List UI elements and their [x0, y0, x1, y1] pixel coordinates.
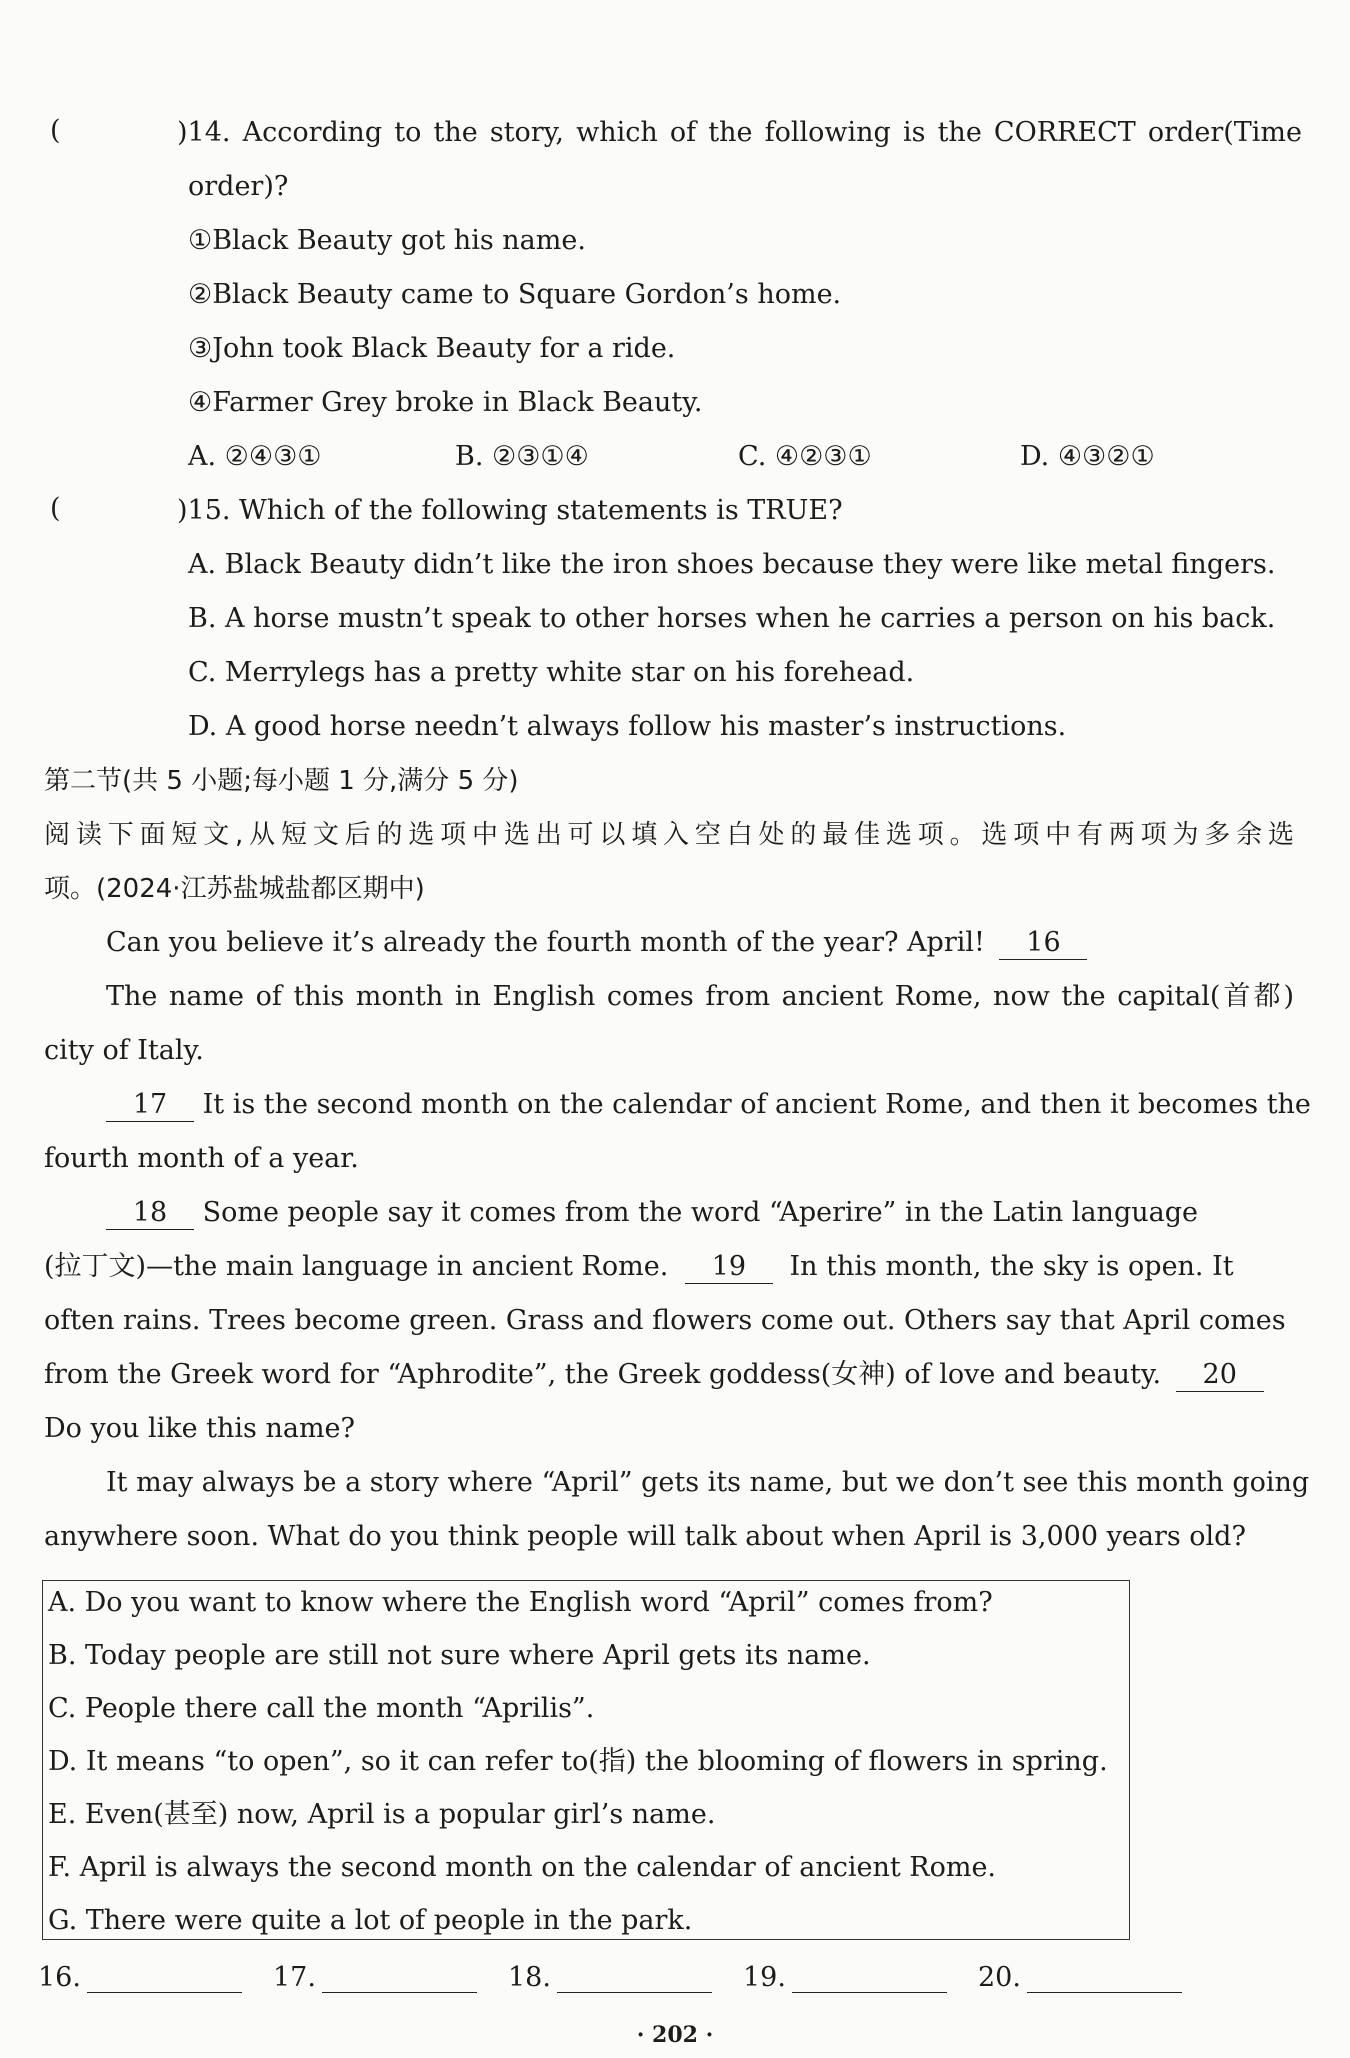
q14-stem: )14. According to the story, which of the following is the CORRECT order(Time [177, 117, 1302, 148]
answer-16[interactable]: 16. [38, 1962, 242, 1993]
passage-paragraph-2: The name of this month in English comes from ancient Rome, now the capital(首都) [106, 981, 1294, 1012]
q14-choice-c: C. ④②③① [738, 441, 872, 472]
passage-paragraph-3: 17 It is the second month on the calendar of ancient Rome, and then it becomes the [106, 1087, 1294, 1123]
q15-choice-c: C. Merrylegs has a pretty white star on his forehead. [188, 657, 915, 688]
section-heading: 第二节(共 5 小题;每小题 1 分,满分 5 分) [44, 766, 519, 796]
q14-stem-cont: order)? [188, 171, 289, 202]
q15-answer-paren: ( [50, 493, 61, 524]
blank-18: 18 [106, 1197, 194, 1230]
q14-choice-d: D. ④③②① [1020, 441, 1155, 472]
q15-choice-a: A. Black Beauty didn’t like the iron shoes because they were like metal fingers. [188, 549, 1276, 580]
passage-paragraph-4-cont: Do you like this name? [44, 1413, 356, 1444]
answer-19[interactable]: 19. [743, 1962, 947, 1993]
section-instruction: 阅读下面短文,从短文后的选项中选出可以填入空白处的最佳选项。选项中有两项为多余选 [44, 820, 1294, 850]
option-c: C. People there call the month “Aprilis”. [48, 1693, 595, 1724]
option-g: G. There were quite a lot of people in the park. [48, 1905, 693, 1936]
passage-paragraph-1: Can you believe it’s already the fourth month of the year? April! 16 [106, 925, 1087, 961]
passage-paragraph-3-cont: fourth month of a year. [44, 1143, 359, 1174]
passage-paragraph-4-cont: often rains. Trees become green. Grass and flowers come out. Others say that April comes [44, 1305, 1286, 1336]
q14-item: ①Black Beauty got his name. [188, 225, 586, 256]
passage-paragraph-4-cont: (拉丁文)—the main language in ancient Rome. 19 In this month, the sky is open. It [44, 1251, 1234, 1282]
passage-paragraph-5-cont: anywhere soon. What do you think people will talk about when April is 3,000 years old? [44, 1521, 1246, 1552]
options-box [42, 1580, 1130, 1940]
answer-20[interactable]: 20. [978, 1962, 1182, 1993]
option-d: D. It means “to open”, so it can refer to(指) the blooming of flowers in spring. [48, 1746, 1108, 1777]
q14-answer-paren: ( [50, 115, 61, 146]
option-a: A. Do you want to know where the English word “April” comes from? [48, 1587, 993, 1618]
blank-19: 19 [685, 1251, 773, 1284]
passage-paragraph-4-cont: from the Greek word for “Aphrodite”, the Greek goddess(女神) of love and beauty. 20 [44, 1357, 1264, 1393]
q15-choice-d: D. A good horse needn’t always follow his master’s instructions. [188, 711, 1067, 742]
q14-choice-b: B. ②③①④ [455, 441, 589, 472]
q15-stem: )15. Which of the following statements is TRUE? [177, 495, 843, 526]
page-number: · 202 · [636, 2022, 714, 2048]
blank-16: 16 [999, 927, 1087, 960]
q14-item: ③John took Black Beauty for a ride. [188, 333, 676, 364]
q14-item: ④Farmer Grey broke in Black Beauty. [188, 387, 703, 418]
option-b: B. Today people are still not sure where April gets its name. [48, 1640, 871, 1671]
q14-item: ②Black Beauty came to Square Gordon’s home. [188, 279, 842, 310]
blank-20: 20 [1176, 1359, 1264, 1392]
passage-paragraph-2-cont: city of Italy. [44, 1035, 204, 1066]
blank-17: 17 [106, 1089, 194, 1122]
section-instruction-source: 项。(2024·江苏盐城盐都区期中) [44, 874, 425, 904]
passage-paragraph-4: 18 Some people say it comes from the word “Aperire” in the Latin language [106, 1195, 1294, 1231]
q14-choice-a: A. ②④③① [188, 441, 322, 472]
option-f: F. April is always the second month on the calendar of ancient Rome. [48, 1852, 997, 1883]
answer-17[interactable]: 17. [273, 1962, 477, 1993]
q15-choice-b: B. A horse mustn’t speak to other horses when he carries a person on his back. [188, 603, 1276, 634]
option-e: E. Even(甚至) now, April is a popular girl’s name. [48, 1799, 716, 1830]
passage-paragraph-5: It may always be a story where “April” gets its name, but we don’t see this month going [106, 1467, 1310, 1498]
answer-18[interactable]: 18. [508, 1962, 712, 1993]
